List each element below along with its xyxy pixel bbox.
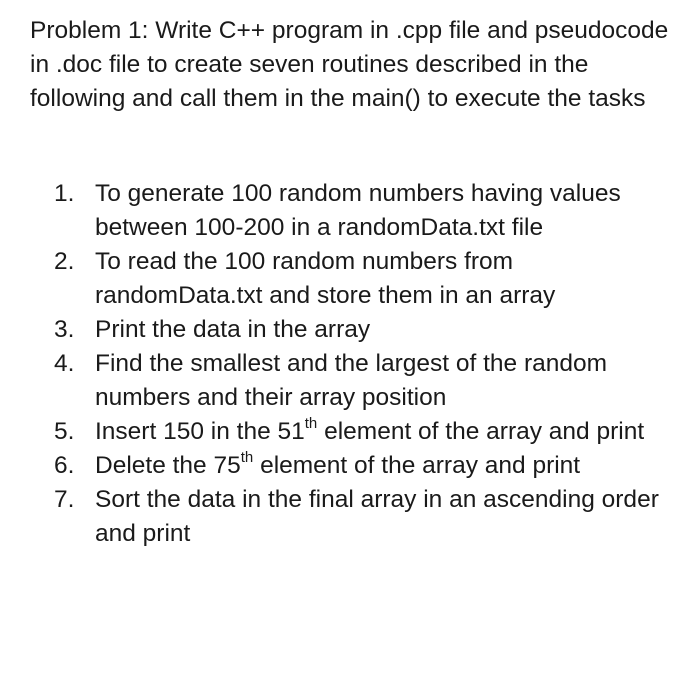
task-text: To generate 100 random numbers having values between 100-200 in a randomData.txt file [95,180,621,241]
task-item-4 [0,347,700,415]
task-number: 5. [54,418,75,445]
task-text: To read the 100 random numbers from randomData.txt and store them in an array [95,248,556,309]
ordinal-suffix: th [240,448,254,466]
task-number: 1. [54,180,75,207]
task-text [95,448,581,479]
task-text-post: element of the array and print [317,418,645,445]
task-item-1 [0,177,700,245]
task-list [0,177,700,551]
task-text: Find the smallest and the largest of the random numbers and their array position [95,350,608,411]
task-text-post: element of the array and print [253,452,581,479]
task-number: 2. [54,248,75,275]
task-number: 7. [54,486,75,513]
task-item-6 [0,449,700,483]
task-text-pre: Insert 150 in the 51 [95,418,305,445]
task-item-5 [0,415,700,449]
task-number: 6. [54,452,75,479]
task-text: Sort the data in the final array in an ascending order and print [95,486,659,547]
task-number: 3. [54,316,75,343]
task-number: 4. [54,350,75,377]
ordinal-suffix: th [304,414,318,432]
task-item-2 [0,245,700,313]
task-text-pre: Delete the 75 [95,452,241,479]
problem-intro: Problem 1: Write C++ program in .cpp file and pseudocode in .doc file to create seven routines described in the following and call them in the main() to execute the tasks [30,17,669,112]
task-item-7 [0,483,700,551]
task-text [95,414,645,445]
task-item-3 [0,313,700,347]
task-text: Print the data in the array [95,316,371,343]
